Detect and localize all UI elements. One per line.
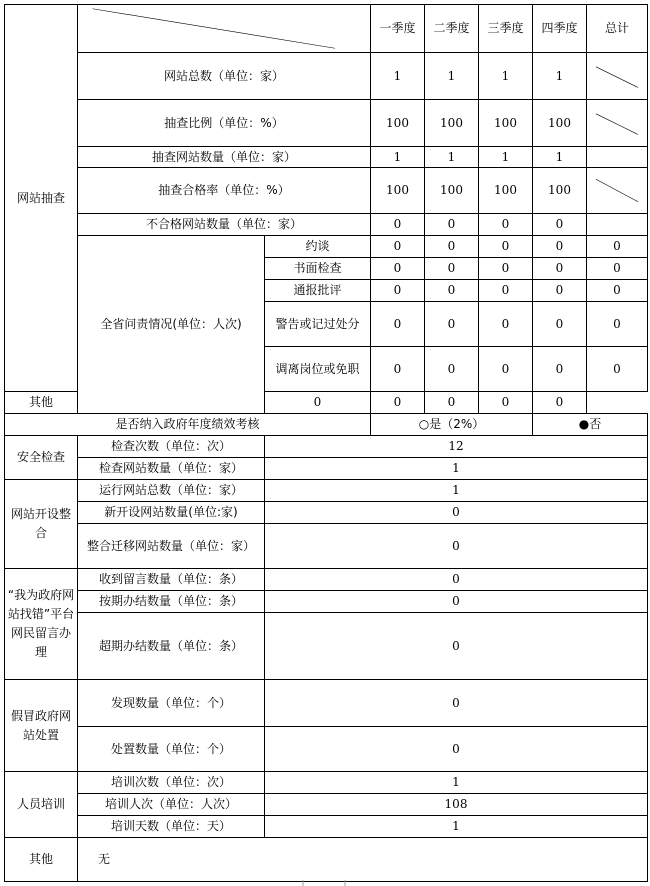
header-total: 总计 (587, 5, 648, 53)
cell-value: 100 (371, 168, 425, 214)
row-label: 运行网站总数（单位：家） (78, 480, 265, 502)
accountability-item-label: 警告或记过处分 (265, 302, 371, 347)
cell-value: 0 (479, 236, 533, 258)
cell-value: 0 (265, 524, 648, 569)
cell-value: 0 (533, 236, 587, 258)
cell-value: 0 (265, 392, 371, 414)
cell-value: 0 (425, 214, 479, 236)
cell-value: 100 (533, 168, 587, 214)
cell-value: 1 (479, 53, 533, 100)
cell-value: 1 (425, 147, 479, 168)
header-q2: 二季度 (425, 5, 479, 53)
cell-value: 0 (533, 280, 587, 302)
group-label-other: 其他 (5, 838, 78, 882)
accountability-label: 全省问责情况(单位：人次) (78, 236, 265, 414)
total-empty-cell (587, 214, 648, 236)
cell-value: 0 (425, 236, 479, 258)
cell-total: 0 (587, 258, 648, 280)
cell-value: 1 (265, 772, 648, 794)
row-label: 培训次数（单位：次） (78, 772, 265, 794)
row-label-total-sites: 网站总数（单位：家） (78, 53, 371, 100)
cell-total: 0 (587, 236, 648, 258)
cell-value: 0 (371, 258, 425, 280)
header-q3: 三季度 (479, 5, 533, 53)
row-label-pass-rate: 抽查合格率（单位：%） (78, 168, 371, 214)
cell-value: 0 (371, 236, 425, 258)
cell-value: 1 (425, 53, 479, 100)
group-label-fake-sites: 假冒政府网站处置 (5, 680, 78, 772)
group-label-training: 人员培训 (5, 772, 78, 838)
page-edge-marks (0, 880, 650, 886)
cell-value: 108 (265, 794, 648, 816)
row-label: 收到留言数量（单位：条） (78, 569, 265, 591)
cell-total: 0 (587, 280, 648, 302)
group-label-spot-check: 网站抽查 (5, 5, 78, 392)
cell-value: 100 (425, 168, 479, 214)
cell-value: 0 (265, 680, 648, 727)
accountability-item-label: 书面检查 (265, 258, 371, 280)
total-empty-cell (587, 100, 648, 147)
cell-value: 100 (371, 100, 425, 147)
group-label-messages: “我为政府网站找错”平台网民留言办理 (5, 569, 78, 680)
assessment-no-option: ●否 (533, 414, 648, 436)
row-label-unqualified-sites: 不合格网站数量（单位：家） (78, 214, 371, 236)
row-label-check-ratio: 抽查比例（单位：%） (78, 100, 371, 147)
row-label: 按期办结数量（单位：条） (78, 591, 265, 613)
row-label: 培训人次（单位：人次） (78, 794, 265, 816)
cell-value: 100 (425, 100, 479, 147)
row-label: 整合迁移网站数量（单位：家） (78, 524, 265, 569)
cell-value: 0 (371, 280, 425, 302)
cell-value: 0 (479, 214, 533, 236)
cell-value: 1 (533, 53, 587, 100)
cell-value: 0 (533, 258, 587, 280)
total-empty-cell (587, 168, 648, 214)
cell-value: 0 (425, 302, 479, 347)
cell-value: 100 (533, 100, 587, 147)
cell-value: 0 (479, 347, 533, 392)
total-empty-cell (587, 147, 648, 168)
cell-value: 0 (533, 347, 587, 392)
row-label: 处置数量（单位：个） (78, 727, 265, 772)
cell-value: 1 (371, 53, 425, 100)
cell-value: 0 (265, 727, 648, 772)
cell-value: 0 (265, 502, 648, 524)
cell-total: 0 (533, 392, 587, 414)
header-q1: 一季度 (371, 5, 425, 53)
cell-value: 0 (533, 214, 587, 236)
other-value: 无 (78, 838, 648, 882)
cell-value: 1 (265, 816, 648, 838)
cell-value: 1 (265, 458, 648, 480)
cell-value: 100 (479, 168, 533, 214)
row-label: 新开设网站数量(单位:家) (78, 502, 265, 524)
row-label: 超期办结数量（单位：条） (78, 613, 265, 680)
cell-value: 0 (425, 392, 479, 414)
cell-value: 0 (265, 591, 648, 613)
assessment-label: 是否纳入政府年度绩效考核 (5, 414, 371, 436)
row-label: 检查次数（单位：次） (78, 436, 265, 458)
header-diagonal-cell (78, 5, 371, 53)
cell-value: 0 (371, 214, 425, 236)
cell-value: 0 (479, 302, 533, 347)
statistics-table (4, 4, 648, 882)
cell-value: 12 (265, 436, 648, 458)
cell-value: 0 (371, 302, 425, 347)
cell-value: 0 (265, 569, 648, 591)
cell-value: 0 (533, 302, 587, 347)
cell-value: 0 (425, 347, 479, 392)
cell-value: 1 (371, 147, 425, 168)
row-label: 培训天数（单位：天） (78, 816, 265, 838)
cell-value: 0 (371, 347, 425, 392)
header-q4: 四季度 (533, 5, 587, 53)
cell-total: 0 (587, 347, 648, 392)
cell-value: 1 (533, 147, 587, 168)
cell-value: 0 (265, 613, 648, 680)
assessment-yes-option: ○是（2%） (371, 414, 533, 436)
group-label-setup: 网站开设整合 (5, 480, 78, 569)
accountability-item-label: 通报批评 (265, 280, 371, 302)
row-label: 发现数量（单位：个） (78, 680, 265, 727)
total-empty-cell (587, 53, 648, 100)
cell-value: 1 (479, 147, 533, 168)
group-label-security: 安全检查 (5, 436, 78, 480)
row-label: 检查网站数量（单位：家） (78, 458, 265, 480)
accountability-item-label: 调离岗位或免职 (265, 347, 371, 392)
cell-value: 0 (371, 392, 425, 414)
cell-value: 0 (425, 280, 479, 302)
cell-value: 1 (265, 480, 648, 502)
cell-value: 0 (425, 258, 479, 280)
cell-value: 100 (479, 100, 533, 147)
cell-value: 0 (479, 280, 533, 302)
cell-value: 0 (479, 392, 533, 414)
cell-value: 0 (479, 258, 533, 280)
row-label-checked-sites: 抽查网站数量（单位：家） (78, 147, 371, 168)
cell-total: 0 (587, 302, 648, 347)
accountability-item-label: 其他 (5, 392, 78, 414)
accountability-item-label: 约谈 (265, 236, 371, 258)
